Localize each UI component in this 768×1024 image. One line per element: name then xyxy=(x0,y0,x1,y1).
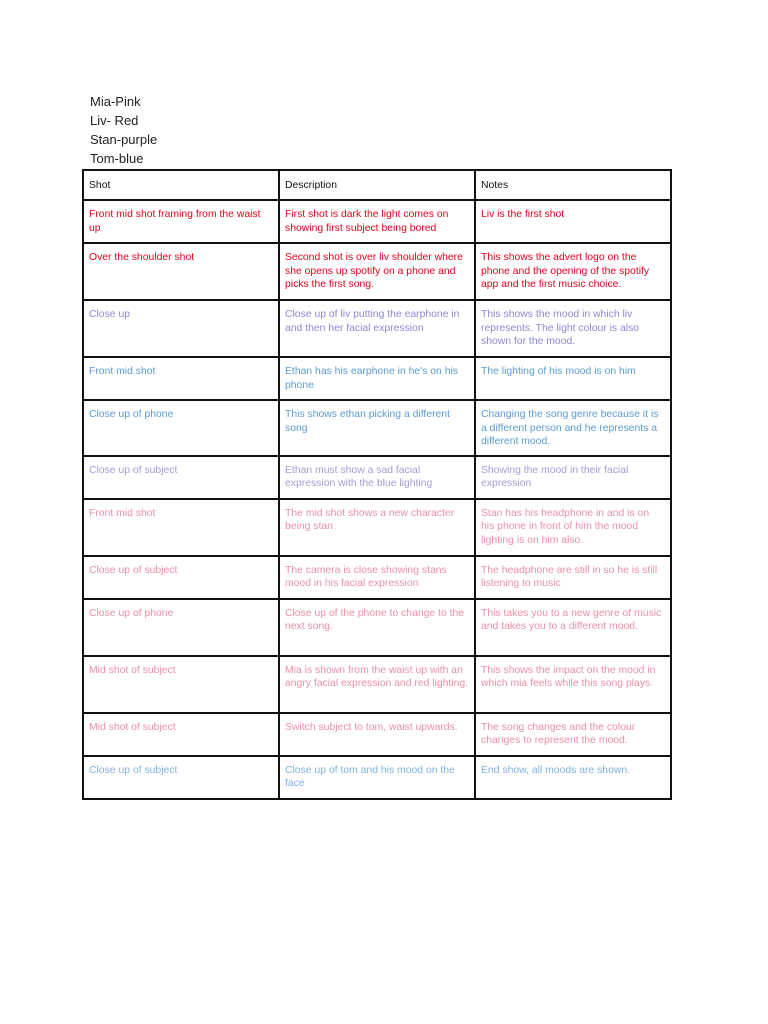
description-cell: This shows ethan picking a different song xyxy=(279,400,475,456)
shot-cell: Front mid shot xyxy=(83,499,279,556)
notes-cell: Liv is the first shot xyxy=(475,200,671,243)
table-body xyxy=(83,200,671,799)
shot-cell: Close up of phone xyxy=(83,599,279,656)
notes-cell: Stan has his headphone in and is on his phone in front of him the mood lighting is on him also. xyxy=(475,499,671,556)
legend-line-liv: Liv- Red xyxy=(90,113,139,128)
description-cell: Second shot is over liv shoulder where she opens up spotify on a phone and picks the first song. xyxy=(279,243,475,300)
notes-cell: The headphone are still in so he is still listening to music xyxy=(475,556,671,599)
table-row xyxy=(83,200,671,243)
shot-cell: Close up of subject xyxy=(83,456,279,499)
description-cell: The camera is close showing stans mood in his facial expression xyxy=(279,556,475,599)
notes-cell: This shows the advert logo on the phone and the opening of the spotify app and the first music choice. xyxy=(475,243,671,300)
table-row xyxy=(83,656,671,713)
description-cell: Switch subject to tom, waist upwards. xyxy=(279,713,475,756)
header-description: Description xyxy=(279,170,475,200)
notes-cell: This shows the mood in which liv represents. The light colour is also shown for the mood. xyxy=(475,300,671,357)
description-cell: Ethan has his earphone in he's on his phone xyxy=(279,357,475,400)
description-cell: Mia is shown from the waist up with an angry facial expression and red lighting. xyxy=(279,656,475,713)
legend-line-mia: Mia-Pink xyxy=(90,94,141,109)
shot-cell: Over the shoulder shot xyxy=(83,243,279,300)
shot-cell: Close up of subject xyxy=(83,556,279,599)
notes-cell: The song changes and the colour changes to represent the mood. xyxy=(475,713,671,756)
table-row xyxy=(83,243,671,300)
table-row xyxy=(83,713,671,756)
legend-line-tom: Tom-blue xyxy=(90,151,144,166)
description-cell: Close up of tom and his mood on the face xyxy=(279,756,475,799)
description-cell: Ethan must show a sad facial expression with the blue lighting xyxy=(279,456,475,499)
shot-cell: Mid shot of subject xyxy=(83,713,279,756)
table-row xyxy=(83,556,671,599)
table-row xyxy=(83,300,671,357)
shot-cell: Close up of subject xyxy=(83,756,279,799)
table-row xyxy=(83,357,671,400)
notes-cell: Showing the mood in their facial expression xyxy=(475,456,671,499)
table-row xyxy=(83,456,671,499)
description-cell: Close up of liv putting the earphone in and then her facial expression xyxy=(279,300,475,357)
description-cell: First shot is dark the light comes on showing first subject being bored xyxy=(279,200,475,243)
header-notes: Notes xyxy=(475,170,671,200)
legend-line-stan: Stan-purple xyxy=(90,132,158,147)
table-header-row xyxy=(83,170,671,200)
notes-cell: The lighting of his mood is on him xyxy=(475,357,671,400)
notes-cell: This shows the impact on the mood in which mia feels while this song plays. xyxy=(475,656,671,713)
notes-cell: Changing the song genre because it is a different person and he represents a different mood. xyxy=(475,400,671,456)
notes-cell: End show, all moods are shown. xyxy=(475,756,671,799)
shot-list-table xyxy=(82,169,672,800)
color-legend xyxy=(90,92,157,168)
shot-cell: Front mid shot xyxy=(83,357,279,400)
shot-cell: Close up xyxy=(83,300,279,357)
shot-cell: Mid shot of subject xyxy=(83,656,279,713)
table-row xyxy=(83,499,671,556)
table-row xyxy=(83,599,671,656)
table-row xyxy=(83,756,671,799)
table-row xyxy=(83,400,671,456)
description-cell: The mid shot shows a new character being stan xyxy=(279,499,475,556)
description-cell: Close up of the phone to change to the next song. xyxy=(279,599,475,656)
shot-cell: Close up of phone xyxy=(83,400,279,456)
header-shot: Shot xyxy=(83,170,279,200)
shot-cell: Front mid shot framing from the waist up xyxy=(83,200,279,243)
notes-cell: This takes you to a new genre of music and takes you to a different mood. xyxy=(475,599,671,656)
